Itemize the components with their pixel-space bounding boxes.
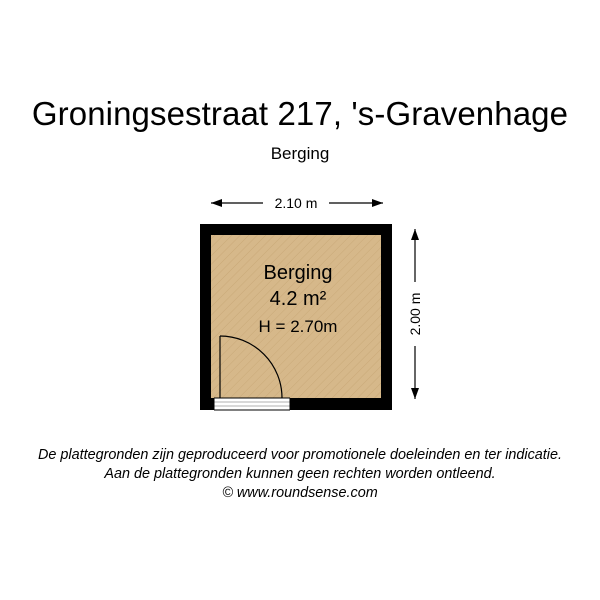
width-dimension — [211, 193, 383, 213]
floor-name: Berging — [270, 144, 330, 163]
disclaimer-copyright: © www.roundsense.com — [222, 485, 378, 501]
disclaimer-line-1: De plattegronden zijn geproduceerd voor promotionele doeleinden en ter indicatie. — [37, 447, 562, 463]
room-height: H = 2.70m — [258, 317, 338, 336]
disclaimer-line-2: Aan de plattegronden kunnen geen rechten worden ontleend. — [104, 466, 496, 482]
depth-dimension — [406, 229, 424, 399]
room-area: 4.2 m² — [269, 288, 327, 310]
depth-label: 2.00 m — [407, 292, 423, 336]
address-title: Groningsestraat 217, 's-Gravenhage — [31, 95, 569, 132]
disclaimer — [0, 446, 600, 503]
door-opening — [214, 398, 290, 410]
width-label: 2.10 m — [274, 195, 318, 211]
room-name: Berging — [263, 262, 333, 284]
